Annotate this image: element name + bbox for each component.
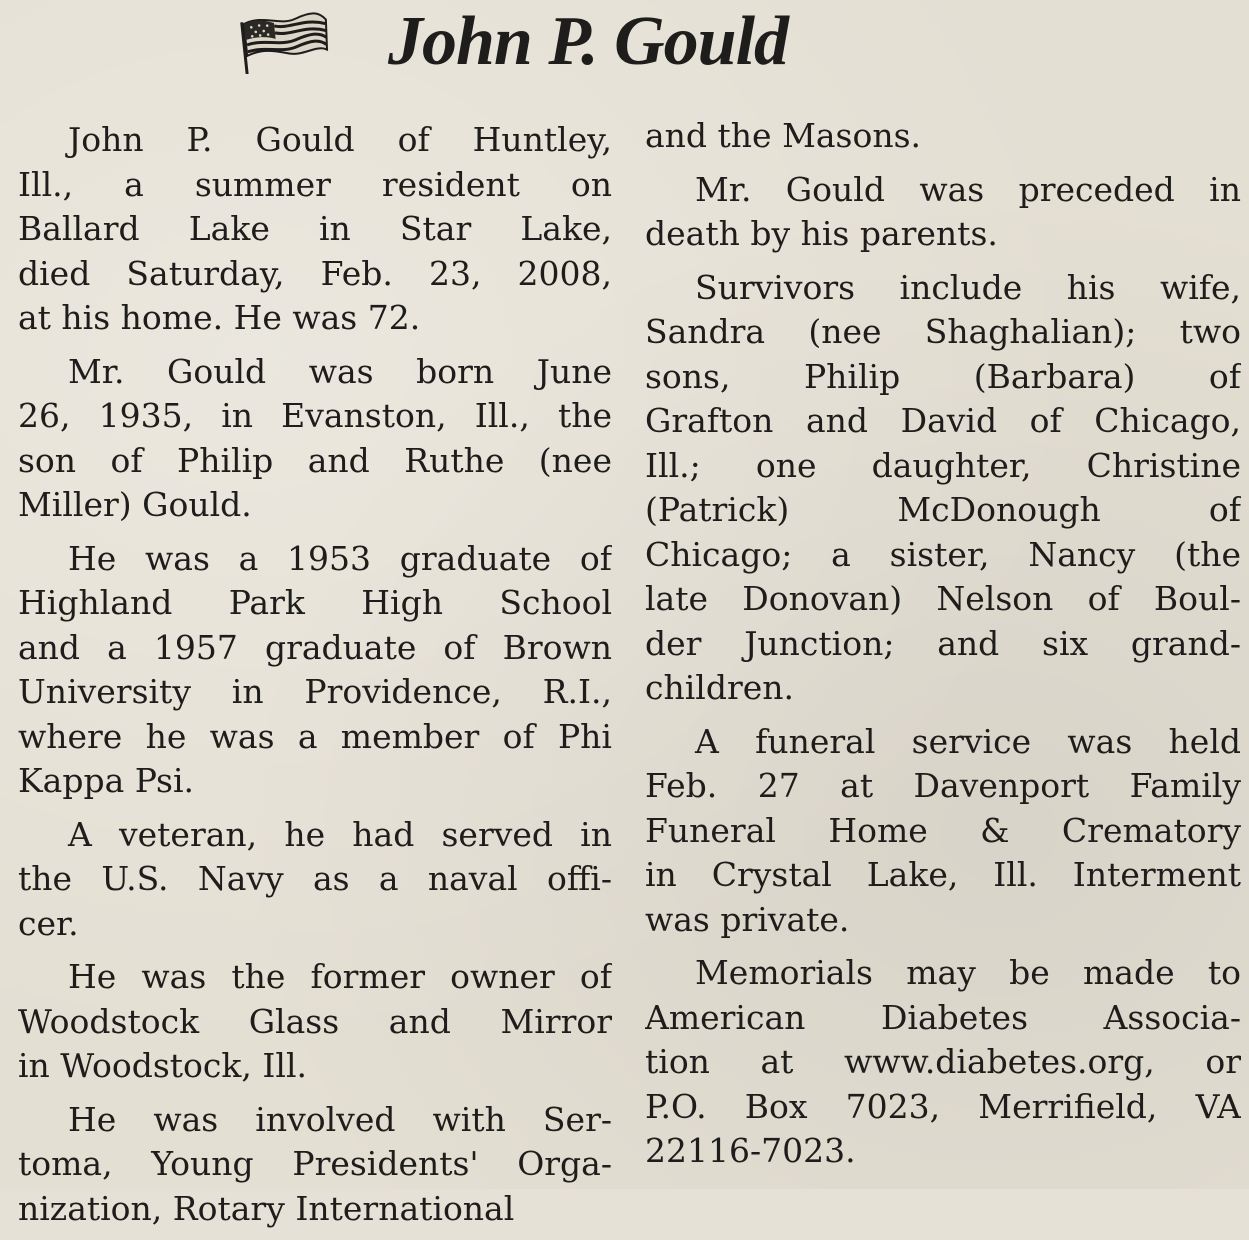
obituary-paragraph: [18, 813, 612, 947]
text-line: children.: [645, 668, 795, 707]
text-line: He was involved with Ser-: [68, 1099, 612, 1139]
obituary-paragraph: [18, 955, 612, 1089]
text-line: 22116-7023.: [645, 1131, 856, 1170]
text-line: He was the former owner of: [68, 957, 612, 996]
obituary-header: [236, 2, 936, 82]
text-line: at his home. He was 72.: [18, 298, 421, 337]
text-line: where he was a member of Phi: [18, 716, 612, 756]
obituary-title: John P. Gould: [388, 3, 789, 80]
text-line: Feb. 27 at Davenport Family: [645, 766, 1241, 805]
text-line: P.O. Box 7023, Merrifield, VA: [645, 1086, 1241, 1126]
obituary-paragraph: [18, 1098, 612, 1232]
text-line: death by his parents.: [645, 214, 998, 253]
text-line: Survivors include his wife,: [695, 267, 1241, 307]
text-line: tion at www.diabetes.org, or: [645, 1042, 1241, 1081]
text-line: Ballard Lake in Star Lake,: [18, 209, 612, 248]
obituary-paragraph: [645, 114, 1241, 159]
text-line: in Woodstock, Ill.: [18, 1046, 307, 1085]
text-line: and a 1957 graduate of Brown: [18, 627, 612, 667]
text-line: Grafton and David of Chicago,: [645, 401, 1241, 440]
text-line: in Crystal Lake, Ill. Interment: [645, 855, 1241, 894]
text-line: was private.: [645, 899, 850, 939]
text-line: cer.: [18, 903, 79, 943]
left-column: [18, 118, 612, 1240]
text-line: Memorials may be made to: [695, 953, 1241, 992]
text-line: toma, Young Presidents' Orga-: [18, 1144, 612, 1183]
right-column: [645, 114, 1241, 1183]
text-line: He was a 1953 graduate of: [68, 538, 612, 578]
american-flag-icon: [236, 10, 332, 74]
text-line: son of Philip and Ruthe (nee: [18, 440, 612, 480]
obituary-paragraph: [645, 720, 1241, 943]
text-line: Woodstock Glass and Mirror: [18, 1001, 612, 1041]
obituary-paragraph: [18, 118, 612, 341]
text-line: John P. Gould of Huntley,: [68, 120, 612, 159]
text-line: Mr. Gould was born June: [68, 351, 612, 391]
text-line: A veteran, he had served in: [68, 814, 612, 854]
text-line: (Patrick) McDonough of: [645, 490, 1241, 529]
text-line: 26, 1935, in Evanston, Ill., the: [18, 396, 612, 435]
text-line: Chicago; a sister, Nancy (the: [645, 534, 1241, 574]
obituary-paragraph: [645, 951, 1241, 1174]
text-line: late Donovan) Nelson of Boul-: [645, 579, 1241, 618]
text-line: American Diabetes Associa-: [645, 997, 1241, 1037]
text-line: der Junction; and six grand-: [645, 623, 1241, 663]
text-line: Kappa Psi.: [18, 761, 195, 800]
text-line: Miller) Gould.: [18, 485, 252, 524]
text-line: Ill.; one daughter, Christine: [645, 445, 1241, 485]
obituary-paragraph: [645, 168, 1241, 257]
text-line: University in Providence, R.I.,: [18, 672, 612, 711]
text-line: died Saturday, Feb. 23, 2008,: [18, 253, 612, 293]
text-line: Sandra (nee Shaghalian); two: [645, 312, 1241, 351]
obituary-paragraph: [18, 350, 612, 528]
text-line: the U.S. Navy as a naval offi-: [18, 859, 612, 898]
text-line: Funeral Home & Crematory: [645, 810, 1241, 850]
text-line: sons, Philip (Barbara) of: [645, 356, 1241, 396]
text-line: and the Masons.: [645, 116, 922, 155]
text-line: nization, Rotary International: [18, 1188, 515, 1228]
obituary-paragraph: [18, 537, 612, 804]
text-line: A funeral service was held: [695, 721, 1241, 761]
obituary-paragraph: [645, 266, 1241, 711]
text-line: Ill., a summer resident on: [18, 164, 612, 204]
text-line: Mr. Gould was preceded in: [695, 169, 1241, 209]
text-line: Highland Park High School: [18, 583, 612, 622]
